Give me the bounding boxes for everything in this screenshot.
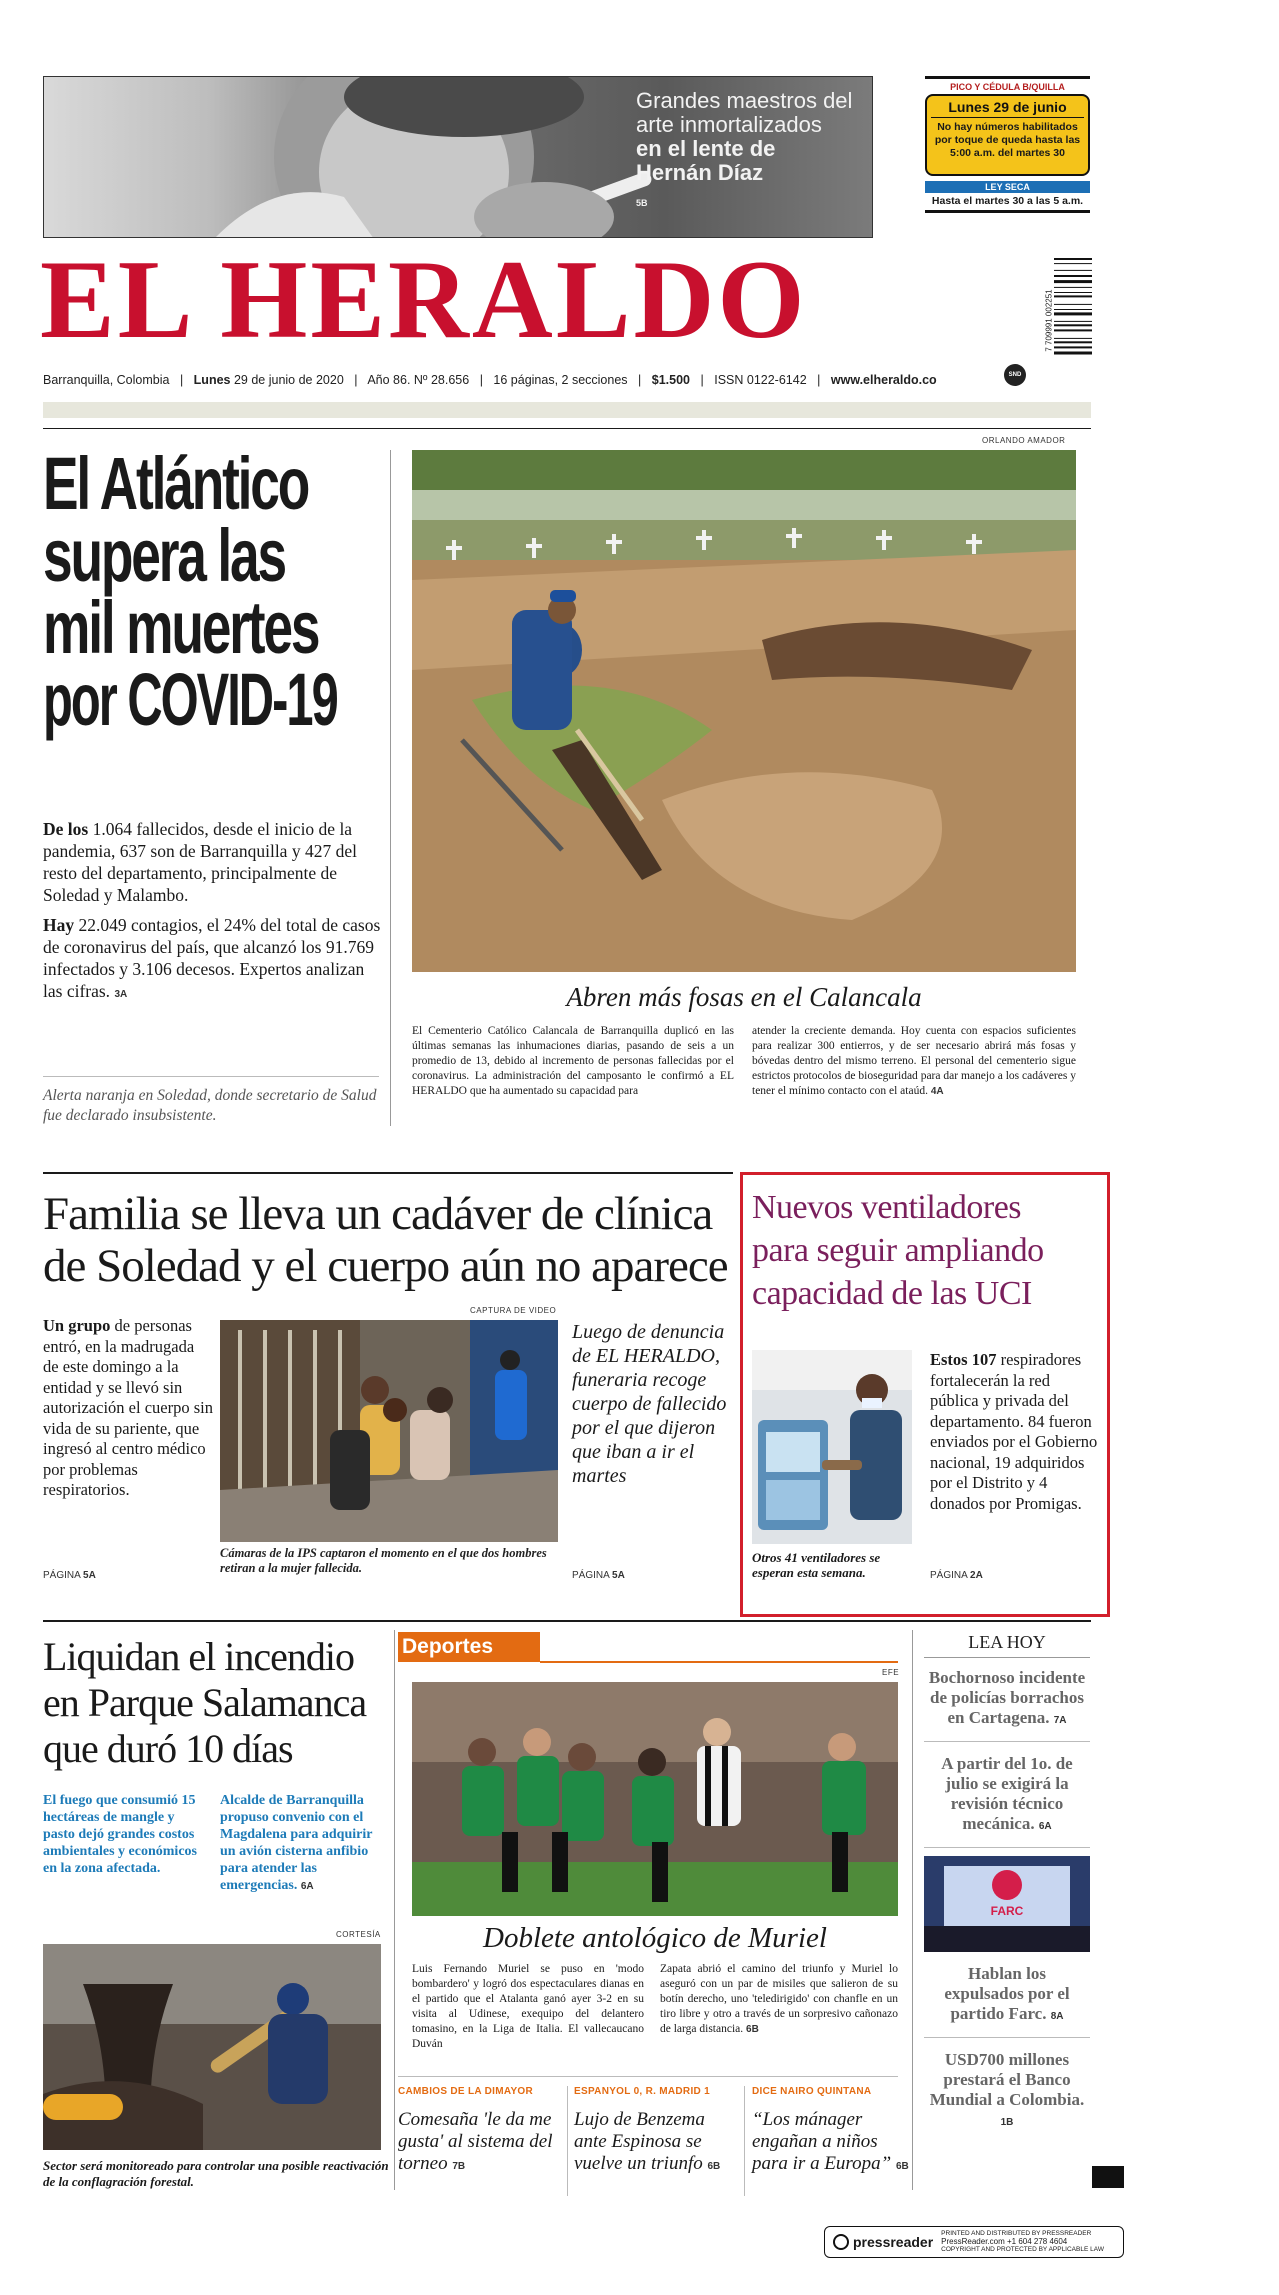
ventilator-scene — [752, 1350, 912, 1544]
pico-box — [925, 76, 1090, 236]
lead-caption-col-1: El Cementerio Católico Calancala de Barranquilla duplicó en las últimas semanas las inhumaciones diarias, pasando de seis a un promedio de 13, debido al incremento de personas fallecidas por el coronavirus. La administración del camposanto le confirmó a EL HERALDO que ha aumentado su capacidad para — [412, 1025, 734, 1097]
lead-headline-line: El Atlántico — [43, 442, 309, 525]
farc-rose-icon — [992, 1870, 1022, 1900]
pressreader-line-2: PressReader.com +1 604 278 4604 — [941, 2237, 1068, 2246]
deportes-title[interactable]: Doblete antológico de Muriel — [483, 1922, 827, 1954]
fire-scene — [43, 1944, 381, 2150]
deportes-photo-credit: EFE — [882, 1668, 900, 1677]
ventiladores-headline — [752, 1186, 1102, 1315]
brief-kicker: DICE NAIRO QUINTANA — [752, 2086, 872, 2097]
familia-headline[interactable] — [43, 1188, 733, 1292]
incendio-col-2: Alcalde de Barranquilla propuso convenio con el Magdalena para adquirir un avión cisterna anfibio para atender las emergencias. 6A — [220, 1793, 373, 1893]
dateline-year: Año 86. Nº 28.656 — [367, 373, 470, 387]
lead-headline-line: mil muertes — [43, 586, 319, 669]
incendio-photo-caption: Sector será monitoreado para controlar una posible reactivación de la conflagración forestal. — [43, 2158, 389, 2189]
soccer-photo[interactable] — [412, 1682, 898, 1916]
incendio-col-1: El fuego que consumió 15 hectáreas de mangle y pasto dejó grandes costos ambientales y económicos en la zona afectada. — [43, 1793, 197, 1876]
farc-label: FARC — [990, 1904, 1024, 1918]
barcode — [1040, 258, 1092, 388]
lea-hoy-item[interactable]: Hablan los expulsados por el partido Farc. 8A — [924, 1952, 1090, 2038]
barcode-number: 7 709991 002251 — [1044, 289, 1054, 352]
ventiladores-headline-line: capacidad de las UCI — [752, 1275, 1032, 1312]
incendio-headline[interactable] — [43, 1634, 388, 1772]
snd-badge: SND — [1004, 364, 1026, 386]
dateline-city: Barranquilla, Colombia — [43, 373, 170, 387]
ventiladores-headline-line: Nuevos ventiladores — [752, 1189, 1022, 1226]
incendio-headline-line: que duró 10 días — [43, 1726, 293, 1771]
pressreader-name: pressreader — [853, 2234, 934, 2250]
pico-text-1: No hay números habilitados — [937, 121, 1078, 133]
lead-paragraph-2: Hay 22.049 contagios, el 24% del total de casos de coronavirus del país, que alcanzó los 91.769 infectados y 3.106 decesos. Expertos analizan las cifras. 3A — [43, 915, 381, 1001]
lea-hoy — [924, 1630, 1090, 2139]
dateline-pages: 16 páginas, 2 secciones — [493, 373, 628, 387]
pressreader-line-3: COPYRIGHT AND PROTECTED BY APPLICABLE LAW — [941, 2246, 1104, 2253]
familia-quote-page: PÁGINA 5A — [572, 1570, 625, 1581]
dateline-day: Lunes — [193, 373, 231, 387]
dateline: Barranquilla, Colombia | Lunes 29 de junio de 2020 | Año 86. Nº 28.656 | 16 páginas, 2 secciones | $1.500 | ISSN 0122-6142 | www.elheraldo.co — [43, 373, 937, 387]
promo-line-1: Grandes maestros del — [636, 88, 853, 113]
familia-page: PÁGINA 5A — [43, 1570, 96, 1581]
masthead-title[interactable]: EL HERALDO — [40, 238, 808, 362]
brief-2[interactable] — [574, 2086, 739, 2178]
incendio-headline-line: en Parque Salamanca — [43, 1680, 367, 1725]
fire-photo[interactable] — [43, 1944, 381, 2150]
clinic-cctv-photo[interactable] — [220, 1320, 558, 1542]
dateline-price: $1.500 — [651, 373, 690, 387]
pico-text-2: por toque de queda hasta las — [934, 134, 1081, 146]
promo-page: 5B — [636, 198, 648, 208]
ventiladores-text: Estos 107 respiradores fortalecerán la red pública y privada del departamento. 84 fueron enviados por el Gobierno nacional, 19 adquiridos por el Distrito y 4 donados por Promigas. — [930, 1350, 1098, 1513]
deportes-col-2: Zapata abrió el camino del triunfo y Muriel lo aseguró con un par de misiles que salieron de su botín derecho, uno 'teledirigido' con chanfle en un tiro libre y otro a través de un sorpresivo cañonazo de larga distancia. 6B — [660, 1963, 898, 2035]
ley-seca-label: LEY SECA — [925, 181, 1090, 193]
brief-text: Lujo de Benzema ante Espinosa se vuelve un triunfo 6B — [574, 2109, 721, 2174]
promo-line-2: arte inmortalizados — [636, 112, 822, 137]
familia-headline-line: de Soledad y el cuerpo aún no aparece — [43, 1240, 728, 1292]
familia-text: Un grupo de personas entró, en la madrugada de este domingo a la entidad y se llevó sin autorización el cuerpo sin vida de su pariente, que ingresó al centro médico por problemas respiratorios. — [43, 1316, 213, 1499]
brief-1[interactable] — [398, 2086, 563, 2178]
lead-photo-title[interactable]: Abren más fosas en el Calancala — [566, 982, 922, 1012]
brief-3[interactable] — [752, 2086, 912, 2178]
ventiladores-headline-line: para seguir ampliando — [752, 1232, 1044, 1269]
pico-card — [925, 94, 1090, 176]
deportes-col-1: Luis Fernando Muriel se puso en 'modo bombardero' y logró dos espectaculares dianas en el partido que el Atalanta ganó ayer 3-2 en su visita al Udinese, exequipo del delantero tomasino, en la Liga de Italia. El vallecaucano Duván — [412, 1963, 644, 2050]
soccer-scene — [412, 1682, 898, 1916]
lead-headline-line: supera las — [43, 514, 285, 597]
incendio-headline-line: Liquidan el incendio — [43, 1634, 355, 1679]
lea-hoy-item[interactable]: Bochornoso incidente de policías borrachos en Cartagena. 7A — [924, 1658, 1090, 1742]
masthead-rule — [43, 402, 1091, 418]
lea-hoy-item[interactable]: USD700 millones prestará el Banco Mundial a Colombia. 1B — [929, 2050, 1085, 2128]
incendio-photo-credit: CORTESÍA — [336, 1930, 381, 1939]
promo-banner[interactable] — [43, 76, 873, 238]
ley-seca-text: Hasta el martes 30 a las 5 a.m. — [931, 195, 1084, 207]
lead-headline[interactable] — [43, 442, 388, 741]
pico-date: Lunes 29 de junio — [931, 99, 1084, 118]
lea-hoy-title: LEA HOY — [924, 1630, 1090, 1658]
brief-kicker: CAMBIOS DE LA DIMAYOR — [398, 2086, 534, 2097]
lea-hoy-item[interactable]: A partir del 1o. de julio se exigirá la revisión técnico mecánica. 6A — [924, 1742, 1090, 1848]
farc-photo[interactable] — [924, 1856, 1090, 1952]
black-marker — [1092, 2166, 1124, 2188]
cemetery-scene — [412, 450, 1076, 972]
cemetery-photo[interactable] — [412, 450, 1076, 972]
brief-kicker: ESPANYOL 0, R. MADRID 1 — [574, 2086, 710, 2097]
pressreader-logo-icon — [833, 2234, 849, 2250]
deportes-label[interactable]: Deportes — [398, 1632, 540, 1662]
promo-line-4: Hernán Díaz — [636, 160, 764, 185]
ventilator-photo[interactable] — [752, 1350, 912, 1544]
ventiladores-photo-caption: Otros 41 ventiladores se esperan esta semana. — [752, 1550, 881, 1580]
lead-alert[interactable]: Alerta naranja en Soledad, donde secretario de Salud fue declarado insubsistente. — [43, 1087, 377, 1124]
pico-text-3: 5:00 a.m. del martes 30 — [950, 147, 1065, 159]
dateline-issn: ISSN 0122-6142 — [714, 373, 807, 387]
lead-paragraph-1: De los 1.064 fallecidos, desde el inicio de la pandemia, 637 son de Barranquilla y 427 del resto del departamento, principalmente de Soledad y Malambo. — [43, 819, 357, 905]
pressreader-line-1: PRINTED AND DISTRIBUTED BY PRESSREADER — [941, 2230, 1092, 2237]
familia-headline-line: Familia se lleva un cadáver de clínica — [43, 1188, 713, 1240]
brief-text: Comesaña 'le da me gusta' al sistema del torneo 7B — [398, 2109, 553, 2174]
dateline-url[interactable]: www.elheraldo.co — [830, 373, 937, 387]
promo-line-3: en el lente de — [636, 136, 776, 161]
pico-header: PICO Y CÉDULA B/QUILLA — [950, 82, 1065, 92]
pressreader-badge[interactable] — [824, 2226, 1124, 2258]
ventiladores-page: PÁGINA 2A — [930, 1570, 983, 1581]
lead-headline-line: por COVID-19 — [43, 658, 337, 741]
familia-photo-caption: Cámaras de la IPS captaron el momento en el que dos hombres retiran a la mujer fallecida. — [220, 1546, 547, 1575]
brief-text: “Los mánager engañan a niños para ir a Europa” 6B — [752, 2109, 909, 2174]
lead-photo-credit: ORLANDO AMADOR — [982, 436, 1066, 445]
familia-photo-credit: CAPTURA DE VIDEO — [470, 1306, 557, 1315]
familia-quote[interactable]: Luego de denuncia de EL HERALDO, funeraria recoge cuerpo de fallecido por el que dijeron que iban a ir el martes — [572, 1321, 727, 1487]
cctv-scene — [220, 1320, 558, 1542]
lead-caption-col-2: atender la creciente demanda. Hoy cuenta con espacios suficientes para realizar 300 entierros, y de ser necesario abrirá más fosas y bóvedas dentro del mismo terreno. El personal del cementerio sigue estrictos protocolos de bioseguridad para dar manejo a los cadáveres y tener el mínimo contacto con el ataúd. 4A — [752, 1025, 1076, 1097]
dateline-date: 29 de junio de 2020 — [233, 373, 344, 387]
